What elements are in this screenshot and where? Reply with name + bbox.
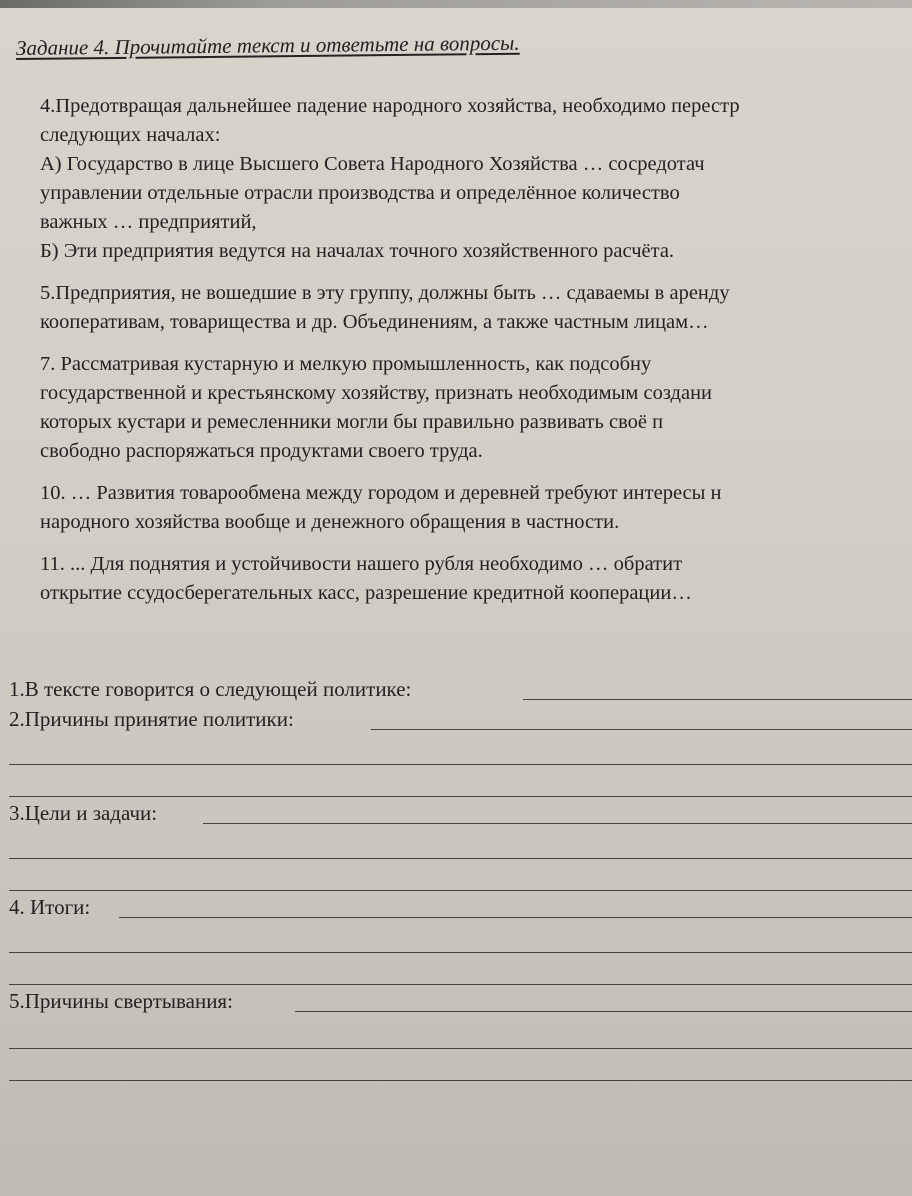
text-line: 4.Предотвращая дальнейшее падение народного хозяйства, необходимо перестр	[40, 95, 740, 117]
paragraph-11	[40, 550, 912, 608]
text-line: государственной и крестьянскому хозяйству, признать необходимым создани	[40, 382, 713, 404]
answer-line[interactable]	[9, 1080, 912, 1081]
answer-line[interactable]	[9, 858, 912, 859]
question-1	[9, 676, 912, 706]
answer-line[interactable]	[9, 952, 912, 953]
text-line: народного хозяйства вообще и денежного обращения в частности.	[40, 511, 620, 533]
question-label: 1.В тексте говорится о следующей политике:	[9, 677, 412, 701]
text-line: следующих началах:	[40, 124, 221, 146]
text-line: свободно распоряжаться продуктами своего труда.	[40, 440, 483, 462]
paragraph-4	[40, 92, 912, 266]
answer-line[interactable]	[203, 823, 912, 824]
text-line: управлении отдельные отрасли производства и определённое количество	[40, 182, 680, 204]
answer-line[interactable]	[9, 1048, 912, 1049]
text-line: кооперативам, товарищества и др. Объединениям, а также частным лицам…	[40, 311, 709, 333]
text-line: 11. ... Для поднятия и устойчивости нашего рубля необходимо … обратит	[40, 553, 683, 575]
task-title: Задание 4. Прочитайте текст и ответьте на вопросы.	[15, 30, 520, 60]
answer-line[interactable]	[9, 764, 912, 765]
question-label: 2.Причины принятие политики:	[9, 707, 294, 731]
answer-line[interactable]	[9, 796, 912, 797]
answer-line[interactable]	[523, 699, 912, 700]
question-2	[9, 706, 912, 736]
text-line: которых кустари и ремесленники могли бы правильно развивать своё п	[40, 411, 664, 433]
answer-line[interactable]	[9, 984, 912, 985]
question-label: 5.Причины свертывания:	[9, 989, 233, 1013]
source-text	[40, 92, 912, 621]
text-line: 5.Предприятия, не вошедшие в эту группу, должны быть … сдаваемы в аренду	[40, 282, 730, 304]
question-label: 3.Цели и задачи:	[9, 801, 158, 825]
paragraph-5	[40, 279, 912, 337]
paragraph-7	[40, 350, 912, 466]
answer-line[interactable]	[119, 917, 912, 918]
paragraph-10	[40, 479, 912, 537]
text-line: открытие ссудосберегательных касс, разрешение кредитной кооперации…	[40, 582, 692, 604]
question-3	[9, 800, 912, 830]
answer-line[interactable]	[371, 729, 912, 730]
question-5	[9, 988, 912, 1018]
text-line: важных … предприятий,	[40, 211, 257, 233]
question-label: 4. Итоги:	[9, 895, 91, 919]
text-line: Б) Эти предприятия ведутся на началах точного хозяйственного расчёта.	[40, 240, 675, 262]
text-line: 7. Рассматривая кустарную и мелкую промышленность, как подсобну	[40, 353, 652, 375]
answer-line[interactable]	[295, 1011, 912, 1012]
answer-line[interactable]	[9, 890, 912, 891]
text-line: 10. … Развития товарообмена между городом и деревней требуют интересы н	[40, 482, 722, 504]
text-line: А) Государство в лице Высшего Совета Народного Хозяйства … сосредотач	[40, 153, 705, 175]
page-top-edge	[0, 0, 912, 8]
question-4	[9, 894, 912, 924]
